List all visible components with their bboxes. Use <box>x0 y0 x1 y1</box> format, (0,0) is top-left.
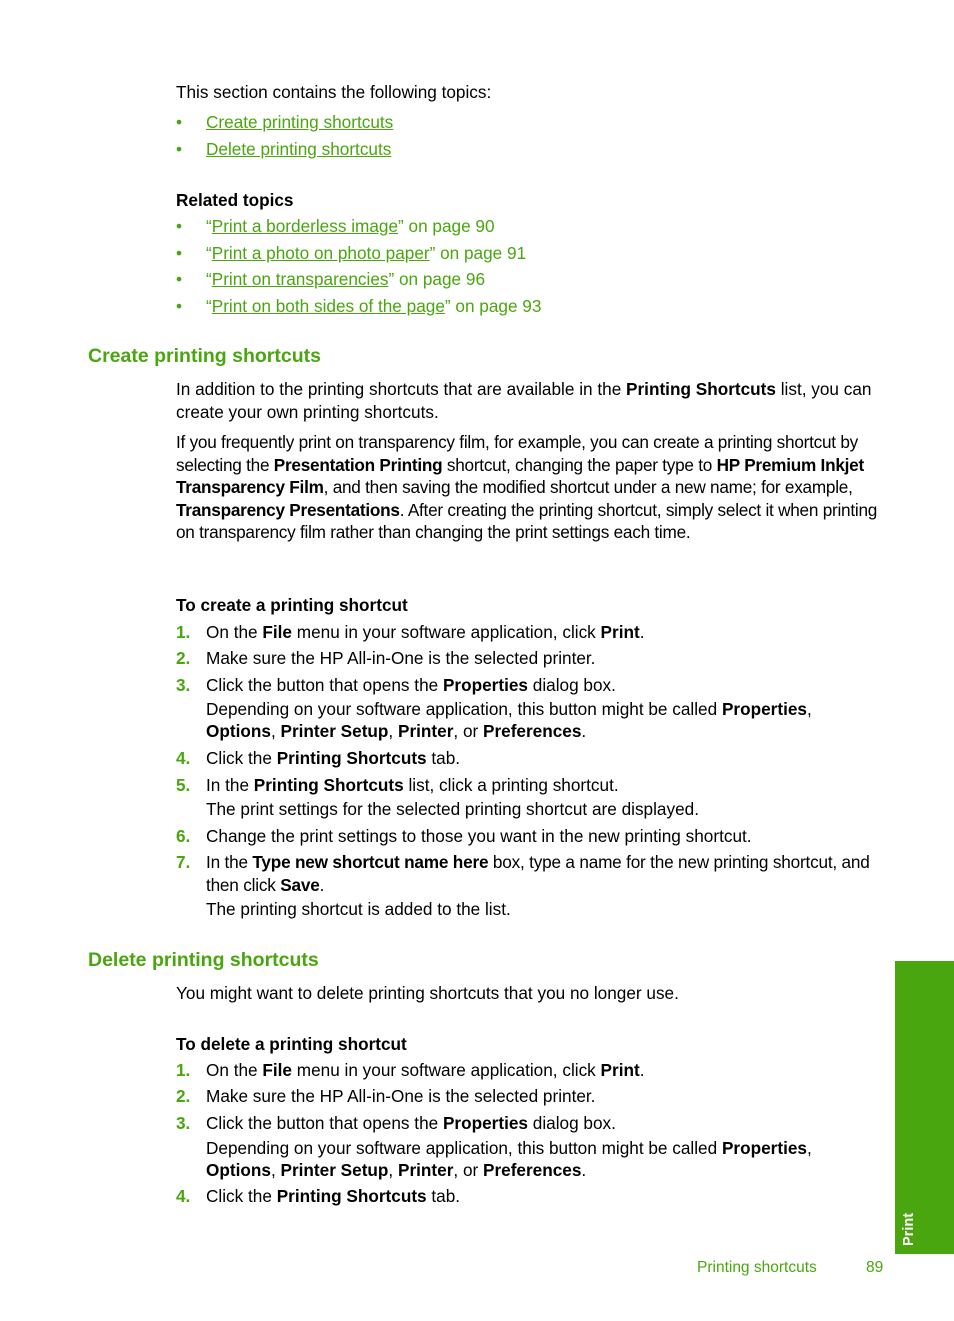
side-tab <box>895 961 954 1254</box>
step-number: 4. <box>176 1186 191 1206</box>
step-detail: The printing shortcut is added to the list. <box>206 899 511 919</box>
paragraph: In addition to the printing shortcuts that are available in the Printing Shortcuts list, you can create your own printing shortcuts. <box>176 379 872 422</box>
page-number: 89 <box>866 1259 884 1276</box>
step-number: 7. <box>176 852 191 872</box>
step-text: Change the print settings to those you want in the new printing shortcut. <box>206 826 752 846</box>
step-number: 2. <box>176 648 191 668</box>
paragraph: If you frequently print on transparency film, for example, you can create a printing shortcut by selecting the Presentation Printing shortcut, changing the paper type to HP Premium Inkjet Transparency Film, and then saving the modified shortcut under a new name; for example, Transparency Presentations. After creating the printing shortcut, simply select it when printing on transparency film rather than changing the print settings each time. <box>176 432 878 542</box>
section-heading-delete: Delete printing shortcuts <box>88 949 319 971</box>
bullet: • <box>176 216 183 236</box>
step-text: Click the Printing Shortcuts tab. <box>206 1186 461 1206</box>
step-number: 3. <box>176 1113 191 1133</box>
step-number: 4. <box>176 748 191 768</box>
step-text: Click the button that opens the Properties dialog box. <box>206 1113 616 1133</box>
related-link[interactable]: Print on transparencies <box>211 269 389 289</box>
step-text: In the Printing Shortcuts list, click a printing shortcut. <box>206 775 619 795</box>
procedure-heading: To delete a printing shortcut <box>176 1034 407 1054</box>
related-item: “Print a photo on photo paper” on page 91 <box>206 243 527 263</box>
procedure-heading: To create a printing shortcut <box>176 595 408 615</box>
step-number: 5. <box>176 775 191 795</box>
step-number: 1. <box>176 1060 191 1080</box>
step-detail: Options, Printer Setup, Printer, or Preferences. <box>206 1160 587 1180</box>
step-detail: The print settings for the selected printing shortcut are displayed. <box>206 799 699 819</box>
related-item: “Print a borderless image” on page 90 <box>206 216 495 236</box>
step-text: In the Type new shortcut name here box, type a name for the new printing shortcut, and then click Save. <box>206 852 870 895</box>
related-topics-heading: Related topics <box>176 190 294 210</box>
step-text: Make sure the HP All-in-One is the selected printer. <box>206 1086 596 1106</box>
related-item: “Print on both sides of the page” on page 93 <box>206 296 542 316</box>
bullet: • <box>176 296 183 316</box>
bullet: • <box>176 269 183 289</box>
section-heading-create: Create printing shortcuts <box>88 345 321 367</box>
bullet: • <box>176 139 183 159</box>
related-item: “Print on transparencies” on page 96 <box>206 269 486 289</box>
bullet: • <box>176 112 183 132</box>
step-text: Click the button that opens the Properties dialog box. <box>206 675 616 695</box>
related-link[interactable]: Print a photo on photo paper <box>211 243 430 263</box>
bullet: • <box>176 243 183 263</box>
topic-link-create[interactable]: Create printing shortcuts <box>206 112 394 132</box>
intro-text: This section contains the following topics: <box>176 82 492 102</box>
step-detail: Options, Printer Setup, Printer, or Preferences. <box>206 721 587 741</box>
related-link[interactable]: Print a borderless image <box>211 216 399 236</box>
step-number: 1. <box>176 622 191 642</box>
step-number: 6. <box>176 826 191 846</box>
step-text: On the File menu in your software application, click Print. <box>206 622 645 642</box>
step-detail: Depending on your software application, this button might be called Properties, <box>206 1138 812 1158</box>
paragraph: You might want to delete printing shortcuts that you no longer use. <box>176 983 679 1003</box>
footer-section-title: Printing shortcuts <box>697 1259 817 1276</box>
step-number: 2. <box>176 1086 191 1106</box>
step-text: On the File menu in your software application, click Print. <box>206 1060 645 1080</box>
step-text: Click the Printing Shortcuts tab. <box>206 748 461 768</box>
step-number: 3. <box>176 675 191 695</box>
topic-link-delete[interactable]: Delete printing shortcuts <box>206 139 392 159</box>
related-link[interactable]: Print on both sides of the page <box>211 296 445 316</box>
step-text: Make sure the HP All-in-One is the selected printer. <box>206 648 596 668</box>
side-tab-label: Print <box>901 1212 917 1246</box>
step-detail: Depending on your software application, this button might be called Properties, <box>206 699 812 719</box>
